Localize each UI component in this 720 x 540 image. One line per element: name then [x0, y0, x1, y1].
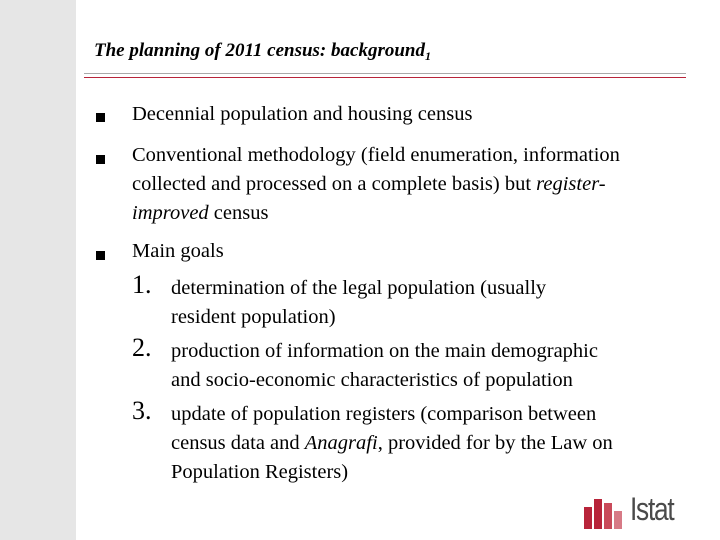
- emphasis-register: register-: [536, 173, 606, 195]
- istat-logo-text: Istat: [630, 491, 674, 527]
- title-divider-red: [84, 77, 686, 78]
- bullet-marker: [96, 251, 105, 260]
- goal-number-1: 1.: [132, 270, 152, 299]
- goal-2-line-2: and socio-economic characteristics of population: [171, 369, 573, 391]
- istat-logo-icon: [584, 499, 630, 529]
- bullet-text-3: Main goals: [132, 240, 224, 262]
- goal-3-line-1: update of population registers (comparison between: [171, 403, 597, 425]
- bullet-text-2-line-1: Conventional methodology (field enumeration, information: [132, 144, 620, 166]
- emphasis-anagrafi: Anagrafi: [304, 432, 378, 454]
- title-subscript: 1: [424, 49, 431, 63]
- left-sidebar-band: [0, 0, 76, 540]
- emphasis-improved: improved: [132, 202, 209, 224]
- bullet-text-2-line-3: improved census: [132, 202, 269, 224]
- goal-3-line-3: Population Registers): [171, 461, 349, 483]
- goal-number-2: 2.: [132, 333, 152, 362]
- bullet-text-1: Decennial population and housing census: [132, 103, 473, 125]
- bullet-text-2-line-2: collected and processed on a complete basis) but register-: [132, 173, 606, 195]
- bullet-marker: [96, 113, 105, 122]
- goal-3-line-2: census data and Anagrafi, provided for by the Law on: [171, 432, 613, 454]
- goal-1-line-2: resident population): [171, 306, 336, 328]
- goal-1-line-1: determination of the legal population (usually: [171, 277, 547, 299]
- bullet-marker: [96, 155, 105, 164]
- title-divider-gray: [84, 73, 686, 74]
- goal-number-3: 3.: [132, 396, 152, 425]
- goal-2-line-1: production of information on the main demographic: [171, 340, 598, 362]
- slide-title: The planning of 2011 census: background$_1$: [94, 40, 431, 63]
